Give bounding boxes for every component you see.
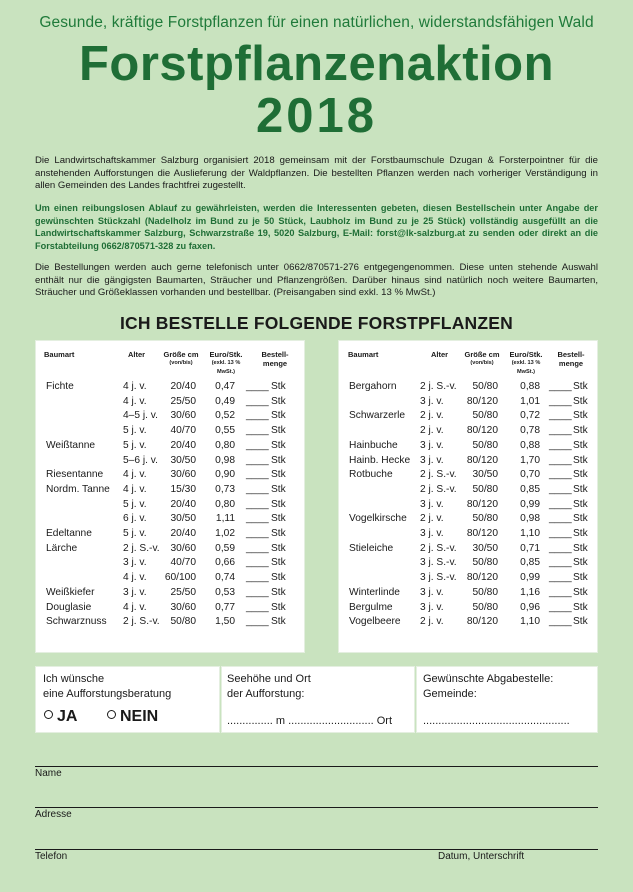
age: 5 j. v.	[123, 439, 147, 451]
price: 0,70	[520, 469, 540, 481]
order-heading: ICH BESTELLE FOLGENDE FORSTPFLANZEN	[120, 313, 513, 333]
col-header-menge: Bestell- menge	[261, 350, 289, 368]
col-header-menge: Bestell- menge	[557, 350, 585, 368]
size: 30/50	[472, 542, 498, 554]
size: 30/50	[170, 454, 196, 466]
col-header-alter: Alter	[128, 350, 146, 359]
price: 1,16	[520, 586, 540, 598]
quantity-blank[interactable]: ____	[549, 572, 572, 584]
quantity-blank[interactable]: ____	[549, 513, 572, 525]
order-instructions-paragraph: Um einen reibungslosen Ablauf zu gewährleisten, werden die Interessenten gebeten, diesen Bestellschein unter Angabe der gewünschten Stückzahl (Nadelholz im Bund zu je 50 Stück, Laubholz im Bund zu je 25 Stück) vollständig ausgefüllt an die Landwirtschaftskammer Salzburg, Schwarzstraße 19, 5020 Salzburg, E-Mail: forst@lk-salzburg.at zu senden oder direkt an die Forstabteilung 0662/870571-328 zu faxen.	[35, 203, 598, 251]
table-row	[338, 512, 598, 525]
unit: Stk	[573, 513, 588, 525]
unit: Stk	[573, 528, 588, 539]
size: 50/80	[472, 601, 498, 613]
price: 0,49	[215, 395, 235, 407]
size: 25/50	[170, 395, 196, 407]
age: 2 j. S.-v.	[420, 483, 457, 495]
age: 4 j. v.	[123, 572, 147, 584]
tree-name: Vogelbeere	[349, 616, 401, 628]
unit: Stk	[573, 410, 588, 422]
unit: Stk	[271, 410, 286, 422]
size: 20/40	[170, 439, 196, 451]
size: 60/100	[164, 572, 196, 584]
altitude-location-box	[221, 666, 415, 733]
table-row	[35, 468, 305, 481]
unit: Stk	[573, 454, 588, 466]
col-header-baumart: Baumart	[44, 350, 75, 359]
table-row	[338, 556, 598, 569]
quantity-blank[interactable]: ____	[246, 601, 269, 613]
unit: Stk	[271, 557, 286, 569]
size: 40/70	[170, 425, 196, 437]
price: 0,80	[215, 498, 235, 510]
tree-name: Riesentanne	[46, 469, 104, 481]
price: 0,78	[520, 425, 540, 437]
price: 1,10	[520, 616, 540, 628]
consultation-line1: Ich wünsche	[43, 673, 105, 685]
table-row	[338, 395, 598, 408]
age: 3 j. v.	[420, 586, 444, 598]
table-row	[35, 615, 305, 628]
pickup-line2: Gemeinde:	[423, 688, 477, 700]
table-row	[35, 527, 305, 540]
price: 0,85	[520, 557, 540, 569]
price: 0,71	[520, 542, 540, 554]
age: 3 j. v.	[123, 586, 147, 598]
quantity-blank[interactable]: ____	[246, 557, 269, 569]
price: 0,73	[215, 483, 235, 495]
tree-name: Weißkiefer	[46, 586, 95, 598]
age: 3 j. v.	[420, 498, 444, 510]
age: 5 j. v.	[123, 425, 147, 437]
age: 5 j. v.	[123, 528, 147, 539]
unit: Stk	[573, 469, 588, 481]
price: 1,11	[215, 513, 235, 525]
table-row	[35, 380, 305, 393]
age: 3 j. v.	[420, 439, 444, 451]
table-row	[338, 454, 598, 467]
size: 50/80	[472, 410, 498, 422]
col-header-groesse: Größe cm (von/bis)	[464, 350, 500, 366]
size: 80/120	[466, 616, 498, 628]
address-line[interactable]	[35, 807, 598, 808]
col-header-alter: Alter	[431, 350, 449, 359]
tree-name: Bergulme	[349, 601, 393, 613]
age: 2 j. v.	[420, 616, 444, 628]
quantity-blank[interactable]: ____	[246, 528, 269, 539]
quantity-blank[interactable]: ____	[549, 616, 572, 628]
quantity-blank[interactable]: ____	[549, 425, 572, 437]
size: 20/40	[170, 498, 196, 510]
table-row	[35, 483, 305, 496]
age: 6 j. v.	[123, 513, 147, 525]
tree-name: Rotbuche	[349, 469, 393, 481]
unit: Stk	[271, 586, 286, 598]
age: 5 j. v.	[123, 498, 147, 510]
col-header-preis: Euro/Stk. (exkl. 13 % MwSt.)	[509, 350, 543, 375]
price: 0,96	[520, 601, 540, 613]
name-label: Name	[35, 768, 62, 779]
unit: Stk	[271, 454, 286, 466]
table-row	[338, 542, 598, 555]
price: 0,66	[215, 557, 235, 569]
size: 20/40	[170, 528, 196, 539]
table-row	[35, 439, 305, 452]
quantity-blank[interactable]: ____	[246, 439, 269, 451]
tree-name: Douglasie	[46, 601, 92, 613]
unit: Stk	[271, 395, 286, 407]
age: 4 j. v.	[123, 381, 147, 392]
quantity-blank[interactable]: ____	[246, 381, 269, 392]
size: 30/60	[170, 542, 196, 554]
page-title: Forstpflanzenaktion	[78, 37, 555, 91]
tree-name: Winterlinde	[349, 586, 400, 598]
quantity-blank[interactable]: ____	[246, 469, 269, 481]
unit: Stk	[573, 572, 588, 584]
page-year: 2018	[255, 89, 377, 143]
size: 30/60	[170, 469, 196, 481]
table-row	[338, 601, 598, 614]
size: 30/60	[170, 601, 196, 613]
tree-name: Lärche	[46, 542, 78, 554]
age: 3 j. v.	[123, 557, 147, 569]
unit: Stk	[573, 439, 588, 451]
price: 0,80	[215, 439, 235, 451]
altitude-location-field[interactable]: ............... m ............................ Ort	[227, 715, 393, 727]
age: 2 j. v.	[420, 513, 444, 525]
consultation-yes-option[interactable]: JA	[44, 709, 77, 724]
quantity-blank[interactable]: ____	[549, 381, 572, 392]
quantity-blank[interactable]: ____	[246, 425, 269, 437]
quantity-blank[interactable]: ____	[549, 469, 572, 481]
size: 30/60	[170, 410, 196, 422]
age: 2 j. S.-v.	[123, 542, 160, 554]
phone-line[interactable]	[35, 849, 598, 850]
unit: Stk	[573, 395, 588, 407]
altitude-line2: der Aufforstung:	[227, 688, 305, 700]
quantity-blank[interactable]: ____	[549, 557, 572, 569]
unit: Stk	[271, 381, 286, 392]
quantity-blank[interactable]: ____	[549, 542, 572, 554]
table-row	[35, 395, 305, 408]
quantity-blank[interactable]: ____	[246, 483, 269, 495]
signature-label: Datum, Unterschrift	[438, 851, 525, 862]
pickup-field[interactable]: ................................................	[423, 715, 570, 727]
size: 30/50	[472, 469, 498, 481]
unit: Stk	[271, 439, 286, 451]
size: 50/80	[472, 557, 498, 569]
age: 3 j. S.-v.	[420, 572, 457, 584]
size: 20/40	[170, 381, 196, 392]
quantity-blank[interactable]: ____	[246, 498, 269, 510]
quantity-blank[interactable]: ____	[549, 601, 572, 613]
age: 4 j. v.	[123, 395, 147, 407]
price: 1,10	[520, 528, 540, 539]
age: 4 j. v.	[123, 469, 147, 481]
col-header-groesse: Größe cm (von/bis)	[163, 350, 199, 366]
tree-name: Schwarznuss	[46, 616, 107, 628]
tree-name: Stieleiche	[349, 542, 394, 554]
col-header-baumart: Baumart	[348, 350, 379, 359]
table-row	[338, 615, 598, 628]
quantity-blank[interactable]: ____	[549, 586, 572, 598]
age: 2 j. S.-v.	[123, 616, 160, 628]
intro-paragraph: Die Landwirtschaftskammer Salzburg organisiert 2018 gemeinsam mit der Forstbaumschule Dzugan & Forsterpointner für die anstehenden Aufforstungen die Auslieferung der Waldpflanzen. Die bestellten Pflanzen werden nach vorheriger Verständigung in allen Gemeinden des Landes frachtfrei zugestellt.	[35, 155, 598, 192]
age: 3 j. v.	[420, 601, 444, 613]
size: 40/70	[170, 557, 196, 569]
price: 0,72	[520, 410, 540, 422]
altitude-line1: Seehöhe und Ort	[227, 673, 311, 685]
size: 50/80	[472, 439, 498, 451]
size: 80/120	[466, 498, 498, 510]
table-row	[35, 454, 305, 467]
table-row	[35, 586, 305, 599]
age: 2 j. v.	[420, 425, 444, 437]
table-row	[338, 424, 598, 437]
size: 50/80	[472, 483, 498, 495]
tree-name: Hainbuche	[349, 439, 398, 451]
quantity-blank[interactable]: ____	[549, 454, 572, 466]
unit: Stk	[271, 483, 286, 495]
unit: Stk	[573, 381, 588, 392]
unit: Stk	[271, 513, 286, 525]
size: 50/80	[472, 586, 498, 598]
unit: Stk	[271, 528, 286, 539]
tagline: Gesunde, kräftige Forstpflanzen für einen natürlichen, widerstandsfähigen Wald	[39, 14, 594, 31]
age: 2 j. S.-v.	[420, 469, 457, 481]
unit: Stk	[573, 601, 588, 613]
tree-name: Weißtanne	[46, 439, 96, 451]
size: 50/80	[472, 381, 498, 392]
size: 50/80	[472, 513, 498, 525]
unit: Stk	[573, 616, 588, 628]
table-row	[338, 527, 598, 540]
unit: Stk	[271, 601, 286, 613]
unit: Stk	[271, 616, 286, 628]
size: 80/120	[466, 454, 498, 466]
table-row	[35, 542, 305, 555]
quantity-blank[interactable]: ____	[246, 410, 269, 422]
age: 4 j. v.	[123, 483, 147, 495]
price: 0,99	[520, 498, 540, 510]
quantity-blank[interactable]: ____	[246, 454, 269, 466]
size: 80/120	[466, 528, 498, 539]
size: 80/120	[466, 572, 498, 584]
unit: Stk	[271, 572, 286, 584]
order-table-right	[338, 340, 598, 653]
order-table-left	[35, 340, 305, 653]
table-row	[338, 380, 598, 393]
table-row	[35, 409, 305, 422]
col-header-preis: Euro/Stk. (exkl. 13 % MwSt.)	[209, 350, 243, 375]
quantity-blank[interactable]: ____	[549, 483, 572, 495]
unit: Stk	[573, 425, 588, 437]
table-row	[338, 439, 598, 452]
pickup-line1: Gewünschte Abgabestelle:	[423, 673, 554, 685]
size: 50/80	[170, 616, 196, 628]
price: 0,55	[215, 425, 235, 437]
price: 0,53	[215, 586, 235, 598]
pickup-box	[416, 666, 598, 733]
quantity-blank[interactable]: ____	[246, 395, 269, 407]
unit: Stk	[573, 557, 588, 569]
consultation-line2: eine Aufforstungsberatung	[43, 688, 172, 700]
price: 0,52	[215, 410, 235, 422]
price: 0,85	[520, 483, 540, 495]
size: 80/120	[466, 395, 498, 407]
price: 1,01	[520, 395, 540, 407]
price: 0,88	[520, 439, 540, 451]
price: 0,77	[215, 601, 235, 613]
unit: Stk	[573, 483, 588, 495]
size: 25/50	[170, 586, 196, 598]
age: 2 j. v.	[420, 410, 444, 422]
table-row	[338, 498, 598, 511]
table-row	[338, 409, 598, 422]
table-row	[35, 556, 305, 569]
unit: Stk	[573, 498, 588, 510]
consultation-no-option[interactable]: NEIN	[107, 709, 158, 724]
unit: Stk	[271, 425, 286, 437]
price: 0,47	[215, 381, 235, 392]
quantity-blank[interactable]: ____	[549, 410, 572, 422]
table-row	[338, 468, 598, 481]
phone-info-paragraph: Die Bestellungen werden auch gerne telefonisch unter 0662/870571-276 entgegengenommen. Diese unten stehende Auswahl enthält nur die gängigsten Baumarten, Sträucher und Pflanzengrößen. Darüber hinaus sind natürlich noch weitere Baumarten, Sträucher und Größeklassen vorhanden und bestellbar. (Preisangaben sind exkl. 13 % MwSt.)	[35, 262, 598, 299]
table-row	[338, 571, 598, 584]
price: 1,02	[215, 528, 235, 539]
tree-name: Bergahorn	[349, 381, 397, 392]
unit: Stk	[271, 498, 286, 510]
size: 15/30	[170, 483, 196, 495]
price: 0,98	[520, 513, 540, 525]
table-row	[338, 586, 598, 599]
name-line[interactable]	[35, 766, 598, 767]
unit: Stk	[271, 542, 286, 554]
unit: Stk	[573, 542, 588, 554]
age: 3 j. S.-v.	[420, 557, 457, 569]
table-row	[35, 512, 305, 525]
table-row	[35, 601, 305, 614]
quantity-blank[interactable]: ____	[549, 498, 572, 510]
consultation-box	[35, 666, 220, 733]
radio-yes-icon[interactable]	[44, 710, 53, 719]
quantity-blank[interactable]: ____	[246, 513, 269, 525]
tree-name: Nordm. Tanne	[46, 483, 110, 495]
radio-no-icon[interactable]	[107, 710, 116, 719]
quantity-blank[interactable]: ____	[549, 395, 572, 407]
quantity-blank[interactable]: ____	[246, 542, 269, 554]
size: 80/120	[466, 425, 498, 437]
price: 0,59	[215, 542, 235, 554]
age: 3 j. v.	[420, 395, 444, 407]
quantity-blank[interactable]: ____	[246, 586, 269, 598]
tree-name: Hainb. Hecke	[349, 454, 411, 466]
table-row	[35, 498, 305, 511]
address-label: Adresse	[35, 809, 72, 820]
table-row	[338, 483, 598, 496]
age: 2 j. S.-v.	[420, 542, 457, 554]
quantity-blank[interactable]: ____	[549, 528, 572, 539]
table-row	[35, 571, 305, 584]
tree-name: Edeltanne	[46, 528, 92, 539]
age: 5–6 j. v.	[123, 454, 158, 466]
quantity-blank[interactable]: ____	[246, 616, 269, 628]
unit: Stk	[573, 586, 588, 598]
price: 0,98	[215, 454, 235, 466]
unit: Stk	[271, 469, 286, 481]
quantity-blank[interactable]: ____	[549, 439, 572, 451]
table-row	[35, 424, 305, 437]
age: 4 j. v.	[123, 601, 147, 613]
price: 0,74	[215, 572, 235, 584]
age: 4–5 j. v.	[123, 410, 158, 422]
price: 1,50	[215, 616, 235, 628]
size: 30/50	[170, 513, 196, 525]
tree-name: Fichte	[46, 381, 74, 392]
price: 0,99	[520, 572, 540, 584]
age: 3 j. v.	[420, 528, 444, 539]
quantity-blank[interactable]: ____	[246, 572, 269, 584]
price: 0,90	[215, 469, 235, 481]
age: 3 j. v.	[420, 454, 444, 466]
phone-label: Telefon	[35, 851, 68, 862]
price: 1,70	[520, 454, 540, 466]
tree-name: Vogelkirsche	[349, 513, 407, 525]
price: 0,88	[520, 381, 540, 392]
tree-name: Schwarzerle	[349, 410, 406, 422]
age: 2 j. S.-v.	[420, 381, 457, 392]
